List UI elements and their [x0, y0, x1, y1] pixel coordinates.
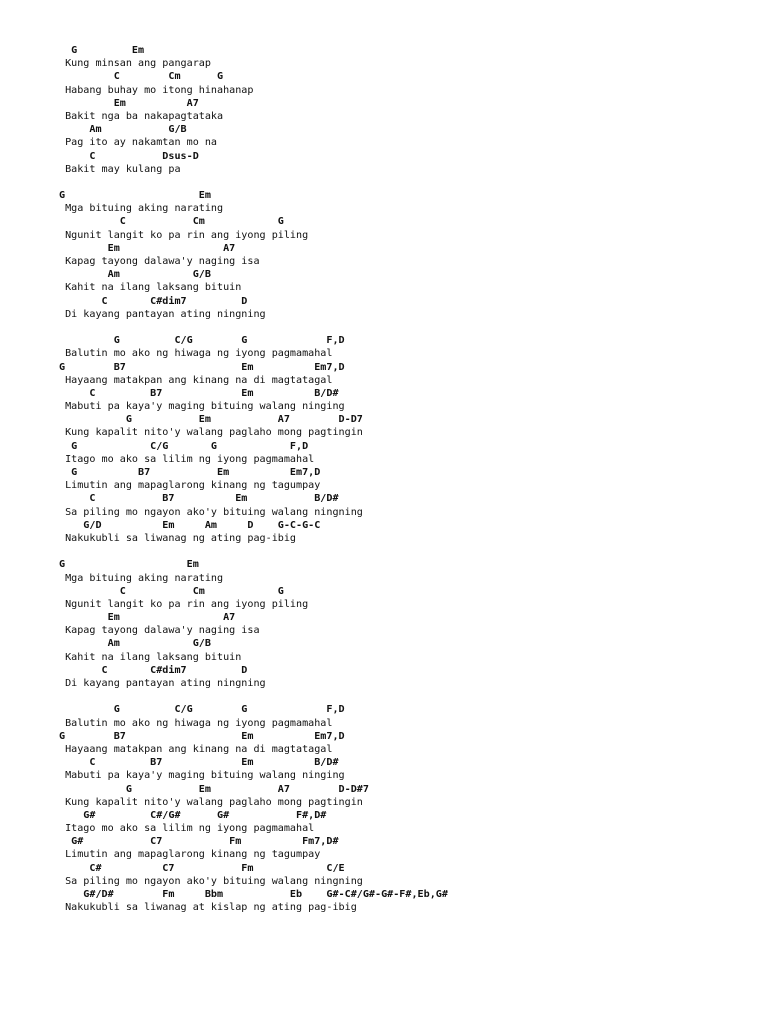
chord-line: G Em A7 D-D7 [59, 414, 363, 426]
lyric-line: Mabuti pa kaya'y maging bituing walang ninging [59, 401, 345, 413]
chord-line: G B7 Em Em7,D [59, 730, 345, 742]
lyric-line: Ngunit langit ko pa rin ang iyong piling [59, 598, 309, 610]
chord-line: G# C7 Fm Fm7,D# [59, 836, 339, 848]
chord-line: Em A7 [59, 242, 236, 254]
chord-line: Em A7 [59, 97, 199, 109]
chord-line: Am G/B [59, 124, 187, 136]
chord-line: G/D Em Am D G-C-G-C [59, 519, 321, 531]
lyric-line: Kung minsan ang pangarap [59, 58, 211, 70]
chord-line: G Em A7 D-D#7 [59, 783, 369, 795]
lyric-line: Bakit may kulang pa [59, 163, 181, 175]
chord-line: G B7 Em Em7,D [59, 467, 321, 478]
lyric-line: Balutin mo ako ng hiwaga ng iyong pagmamahal [59, 348, 333, 360]
lyric-line: Itago mo ako sa lilim ng iyong pagmamahal [59, 823, 315, 835]
blank-line [59, 321, 759, 334]
lyric-line: Limutin ang mapaglarong kinang ng tagumpay [59, 480, 321, 492]
lyric-line: Bakit nga ba nakapagtataka [59, 110, 224, 122]
blank-line [59, 690, 759, 703]
chord-line: C Cm G [59, 216, 284, 228]
lyric-line: Itago mo ako sa lilim ng iyong pagmamahal [59, 453, 315, 465]
blank-line [59, 545, 759, 558]
chord-line: Am G/B [59, 638, 211, 650]
chord-line: C C#dim7 D [59, 295, 248, 307]
chord-line: G C/G G F,D [59, 335, 345, 347]
lyric-line: Mga bituing aking narating [59, 572, 224, 584]
lyric-line: Di kayang pantayan ating ningning [59, 678, 266, 689]
lyric-line: Kapag tayong dalawa'y naging isa [59, 256, 260, 267]
lyric-line: Ngunit langit ko pa rin ang iyong piling [59, 229, 309, 241]
lyric-line: Limutin ang mapaglarong kinang ng tagumpay [59, 849, 321, 861]
chord-line: Em A7 [59, 612, 236, 624]
lyric-line: Kahit na ilang laksang bituin [59, 651, 242, 663]
lyric-line: Kung kapalit nito'y walang paglaho mong pagtingin [59, 796, 363, 808]
chord-line: G Em [59, 45, 145, 56]
lyric-line: Habang buhay mo itong hinahanap [59, 84, 254, 96]
chord-line: C# C7 Fm C/E [59, 862, 345, 874]
chord-sheet [59, 44, 759, 914]
chord-line: G C/G G F,D [59, 440, 309, 452]
lyric-line: Kahit na ilang laksang bituin [59, 282, 242, 294]
chord-line: C B7 Em B/D# [59, 493, 339, 505]
chord-line: G Em [59, 190, 211, 202]
blank-line [59, 176, 759, 189]
lyric-line: Pag ito ay nakamtan mo na [59, 137, 218, 149]
chord-line: C B7 Em B/D# [59, 757, 339, 769]
chord-line: G C/G G F,D [59, 704, 345, 716]
lyric-line: Kapag tayong dalawa'y naging isa [59, 625, 260, 637]
lyric-line: Nakukubli sa liwanag ng ating pag-ibig [59, 532, 297, 544]
lyric-line: Di kayang pantayan ating ningning [59, 308, 266, 320]
lyric-line: Mabuti pa kaya'y maging bituing walang ninging [59, 770, 345, 782]
lyric-line: Hayaang matakpan ang kinang na di magtatagal [59, 374, 333, 386]
chord-line: C B7 Em B/D# [59, 387, 339, 399]
chord-line: C Cm G [59, 585, 284, 597]
chord-line: C Dsus-D [59, 150, 199, 162]
chord-line: Am G/B [59, 269, 211, 281]
lyric-line: Hayaang matakpan ang kinang na di magtatagal [59, 743, 333, 755]
chord-line: C C#dim7 D [59, 664, 248, 676]
lyric-line: Mga bituing aking narating [59, 203, 224, 215]
chord-line: G Em [59, 559, 199, 571]
lyric-line: Balutin mo ako ng hiwaga ng iyong pagmamahal [59, 717, 333, 729]
chord-line: G B7 Em Em7,D [59, 361, 345, 373]
chord-line: G#/D# Fm Bbm Eb G#-C#/G#-G#-F#,Eb,G# [59, 889, 448, 900]
lyric-line: Kung kapalit nito'y walang paglaho mong pagtingin [59, 427, 363, 439]
chord-line: C Cm G [59, 71, 224, 83]
lyric-line: Nakukubli sa liwanag at kislap ng ating pag-ibig [59, 902, 357, 914]
lyric-line: Sa piling mo ngayon ako'y bituing walang ningning [59, 875, 363, 887]
lyric-line: Sa piling mo ngayon ako'y bituing walang ningning [59, 506, 363, 518]
chord-line: G# C#/G# G# F#,D# [59, 809, 327, 821]
